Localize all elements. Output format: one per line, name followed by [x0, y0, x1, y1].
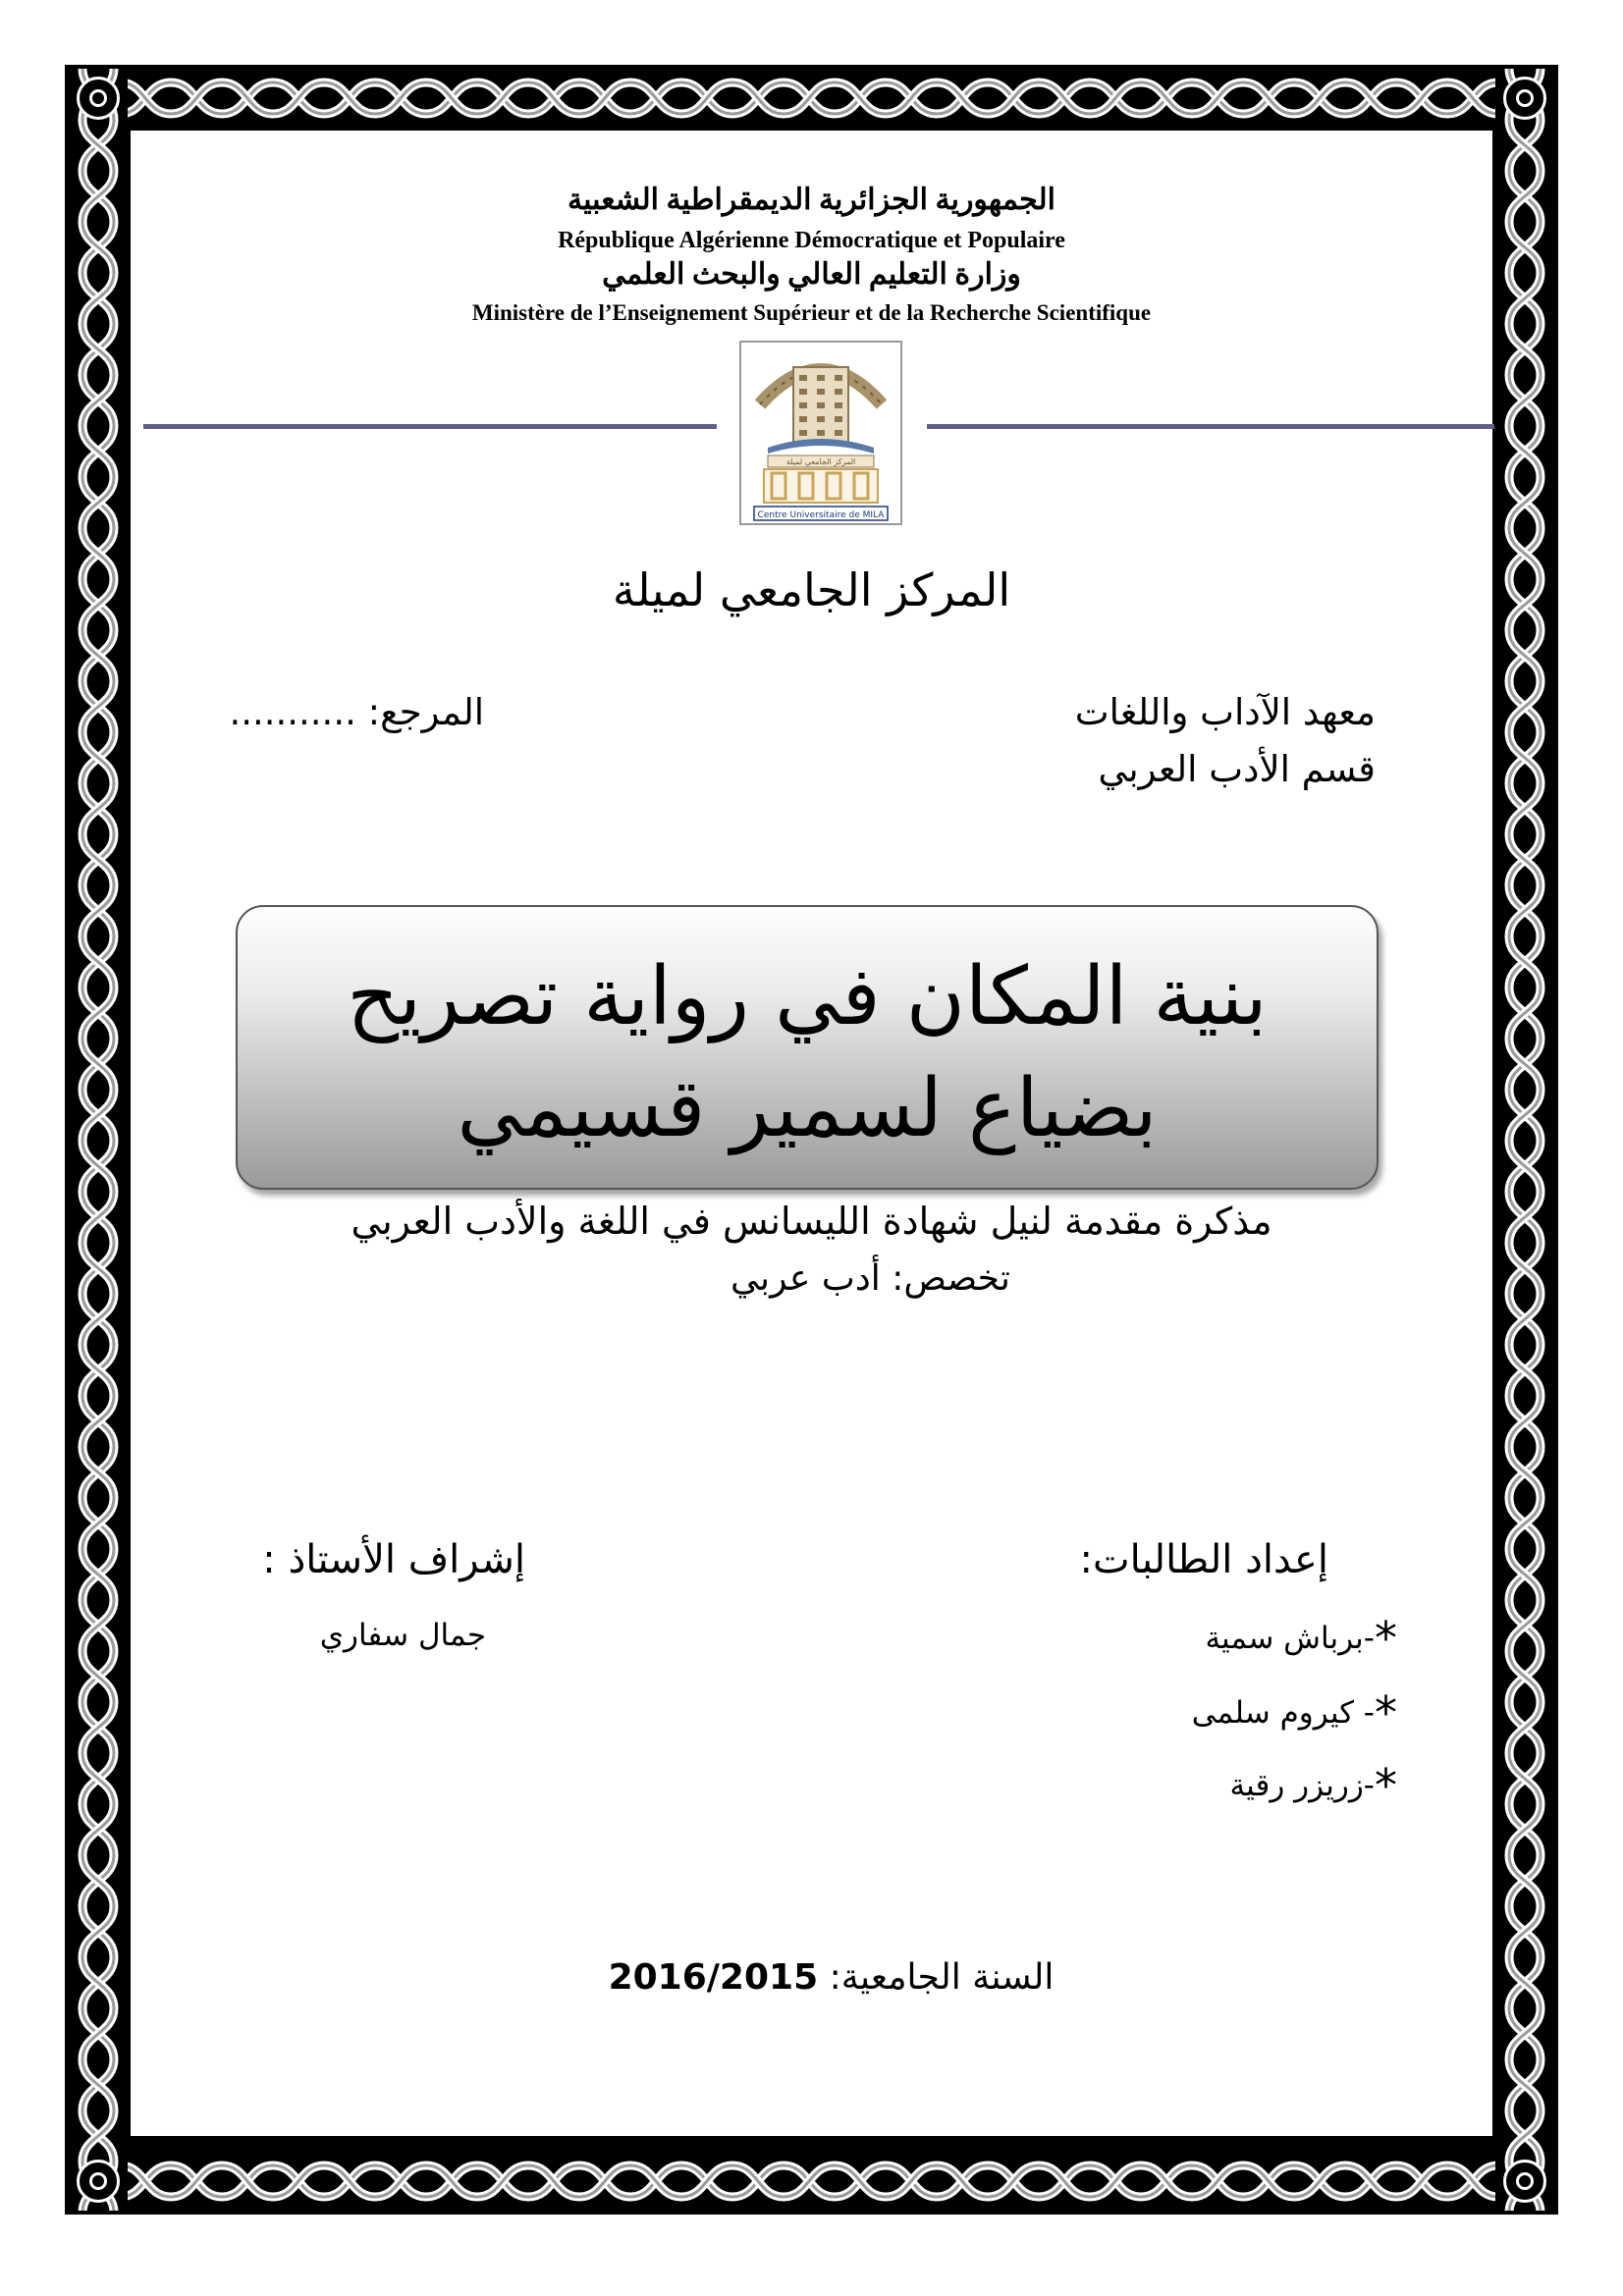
- logo-caption: Centre Universitaire de MILA: [757, 510, 885, 520]
- header-republic-french: République Algérienne Démocratique et Populaire: [558, 228, 1065, 253]
- student-item: [1205, 1612, 1397, 1665]
- student-marker: *: [1375, 1612, 1397, 1665]
- header-republic-arabic: ﺍﻟﺠﻤﻬﻮﺭﻳﺔ ﺍﻟﺠﺰﺍﺋﺮﻳﺔ ﺍﻟﺪﻳﻤﻘﺮﺍﻃﻴﺔ ﺍﻟﺸﻌﺒﻴﺔ: [568, 184, 1055, 216]
- university-logo: [738, 340, 903, 526]
- border-pattern-left: [69, 69, 128, 2211]
- academic-year-value: 2016/2015: [608, 1957, 819, 1998]
- student-marker: *: [1375, 1686, 1397, 1739]
- corner-ornament-top-right: [1503, 77, 1546, 120]
- corner-ornament-bottom-right: [1503, 2160, 1546, 2203]
- corner-ornament-bottom-left: [77, 2160, 120, 2203]
- academic-year: [137, 1957, 1486, 1998]
- student-name: - كيروم سلمى: [1191, 1695, 1375, 1731]
- border-pattern-right: [1495, 69, 1554, 2211]
- student-marker: *: [1375, 1759, 1397, 1812]
- header-ministry-french: Ministère de l’Enseignement Supérieur et de la Recherche Scientifique: [471, 300, 1152, 325]
- corner-ornament-top-left: [77, 77, 120, 120]
- thesis-title-line-1: بنية المكان في رواية تصريح: [347, 950, 1268, 1043]
- logo-arabic-caption: المركز الجامعي لميلة: [785, 457, 856, 466]
- header-ministry-arabic: ﻭﺯﺍﺭﺓ ﺍﻟﺘﻌﻠﻴﻢ ﺍﻟﻌﺎﻟﻲ ﻭﺍﻟﺒﺤﺚ ﺍﻟﻌﻠﻤﻲ: [602, 258, 1021, 291]
- academic-year-label: السنة الجامعية:: [829, 1957, 1055, 1998]
- student-name: -برباش سمية: [1205, 1621, 1375, 1656]
- divider-left: [143, 424, 717, 429]
- divider-right: [927, 424, 1494, 429]
- university-center-name: المركز الجامعي لميلة: [612, 563, 1011, 616]
- student-item: [1230, 1759, 1397, 1812]
- thesis-title-line-2: بضياع لسمير قسيمي: [457, 1062, 1158, 1155]
- department-name: قسم الأدب العربي: [1098, 748, 1376, 790]
- institute-name: معهد الآداب واللغات: [1074, 691, 1376, 733]
- prepared-by-label: إعداد الطالبات:: [1079, 1537, 1328, 1582]
- supervision-label: إشراف الأستاذ :: [262, 1537, 525, 1582]
- border-pattern-top: [69, 69, 1554, 128]
- memo-description: مذكرة مقدمة لنيل شهادة الليسانس في اللغة والأدب العربي: [351, 1200, 1272, 1243]
- student-name: -زريزر رقية: [1229, 1768, 1375, 1803]
- student-item: [1192, 1686, 1397, 1739]
- specialization: تخصص: أدب عربي: [730, 1258, 1010, 1299]
- supervisor-name: جمال سفاري: [319, 1618, 486, 1653]
- border-pattern-bottom: [69, 2152, 1554, 2211]
- reference-field: المرجع: ...........: [229, 691, 484, 733]
